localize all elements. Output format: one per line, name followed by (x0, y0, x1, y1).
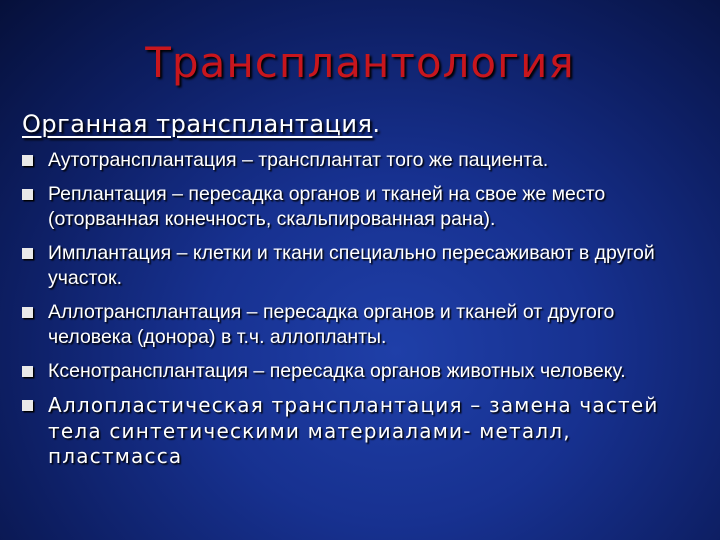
square-bullet-icon (22, 155, 33, 166)
subtitle-underlined: Органная трансплантация (22, 110, 373, 138)
bullet-text: Имплантация – клетки и ткани специально пересаживают в другой участок. (48, 242, 655, 289)
square-bullet-icon (22, 400, 33, 411)
slide-title: Трансплантология (145, 38, 575, 87)
bullet-list (22, 148, 682, 479)
bullet-text: Аутотрансплантация – трансплантат того же пациента. (48, 149, 549, 171)
square-bullet-icon (22, 189, 33, 200)
bullet-text: Ксенотрансплантация – пересадка органов животных человеку. (48, 360, 626, 382)
square-bullet-icon (22, 366, 33, 377)
square-bullet-icon (22, 307, 33, 318)
bullet-item (22, 148, 682, 173)
bullet-item (22, 182, 682, 232)
bullet-item (22, 359, 682, 384)
subtitle-period: . (372, 110, 381, 138)
bullet-text: Аллопластическая трансплантация – замена частей тела синтетическими материалами- металл, пластмасса (48, 393, 659, 468)
square-bullet-icon (22, 248, 33, 259)
bullet-text: Реплантация – пересадка органов и тканей на свое же место (оторванная конечность, скальпированная рана). (48, 183, 606, 230)
bullet-item (22, 300, 682, 350)
bullet-text: Аллотрансплантация – пересадка органов и тканей от другого человека (донора) в т.ч. аллопланты. (48, 301, 615, 348)
bullet-item (22, 393, 682, 470)
slide-subtitle (22, 110, 381, 138)
bullet-item (22, 241, 682, 291)
